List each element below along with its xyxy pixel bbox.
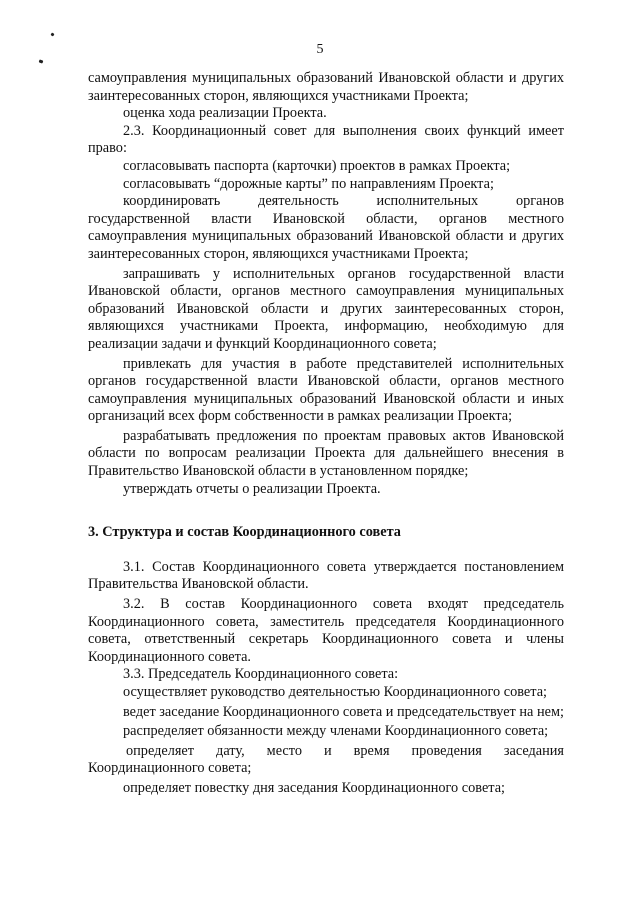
paragraph: согласовывать “дорожные карты” по направлениям Проекта; <box>123 175 494 192</box>
paragraph: осуществляет руководство деятельностью Координационного совета; <box>123 684 548 700</box>
paragraph: привлекать для участия в работе представителей исполнительных органов государственной власти Ивановской области, органов местного самоуправления муниципальных образований Ивановской области и иных организаций всех форм собственности в рамках реализации Проекта; <box>88 355 564 425</box>
paragraph: запрашивать у исполнительных органов государственной власти Ивановской области, органов местного самоуправления муниципальных образований Ивановской области и других заинтересованных сторон, являющихся участниками Проекта, информацию, необходимую для реализации задачи и функций Координационного совета; <box>88 265 564 352</box>
paragraph: 3.3. Председатель Координационного совета: <box>123 666 399 683</box>
paragraph: ведет заседание Координационного совета и председательствует на нем; <box>123 703 564 720</box>
paragraph: 3.1. Состав Координационного совета утверждается постановлением Правительства Ивановской области. <box>88 558 564 593</box>
section-heading: 3. Структура и состав Координационного совета <box>88 524 401 541</box>
paragraph: 3.2. В состав Координационного совета входят председатель Координационного совета, заместитель председателя Координационного совета, ответственный секретарь Координационного совета и члены Координационного совета. <box>88 596 564 665</box>
paragraph: разрабатывать предложения по проектам правовых актов Ивановской области по вопросам реализации Проекта для дальнейшего внесения в Правительство Ивановской области в установленном порядке; <box>88 427 564 480</box>
paragraph: определяет повестку дня заседания Координационного совета; <box>123 779 506 796</box>
paragraph: распределяет обязанности между членами Координационного совета; <box>123 723 549 740</box>
paragraph: утверждать отчеты о реализации Проекта. <box>123 480 381 497</box>
document-body <box>88 70 564 798</box>
paragraph: самоуправления муниципальных образований Ивановской области и других заинтересованных сторон, являющихся участниками Проекта; <box>88 70 564 104</box>
paragraph: 2.3. Координационный совет для выполнения своих функций имеет право: <box>88 122 564 157</box>
paragraph: оценка хода реализации Проекта. <box>123 105 327 122</box>
scan-mark <box>39 59 44 63</box>
paragraph: согласовывать паспорта (карточки) проектов в рамках Проекта; <box>123 157 511 174</box>
paragraph: координировать деятельность исполнительных органов государственной власти Ивановской области, органов местного самоуправления муниципальных образований Ивановской области и других заинтересованных сторон, являющихся участниками Проекта; <box>88 193 564 262</box>
scan-mark <box>50 32 54 36</box>
page-number: 5 <box>316 42 324 57</box>
paragraph: определяет дату, место и время проведения заседания Координационного совета; <box>88 742 564 777</box>
